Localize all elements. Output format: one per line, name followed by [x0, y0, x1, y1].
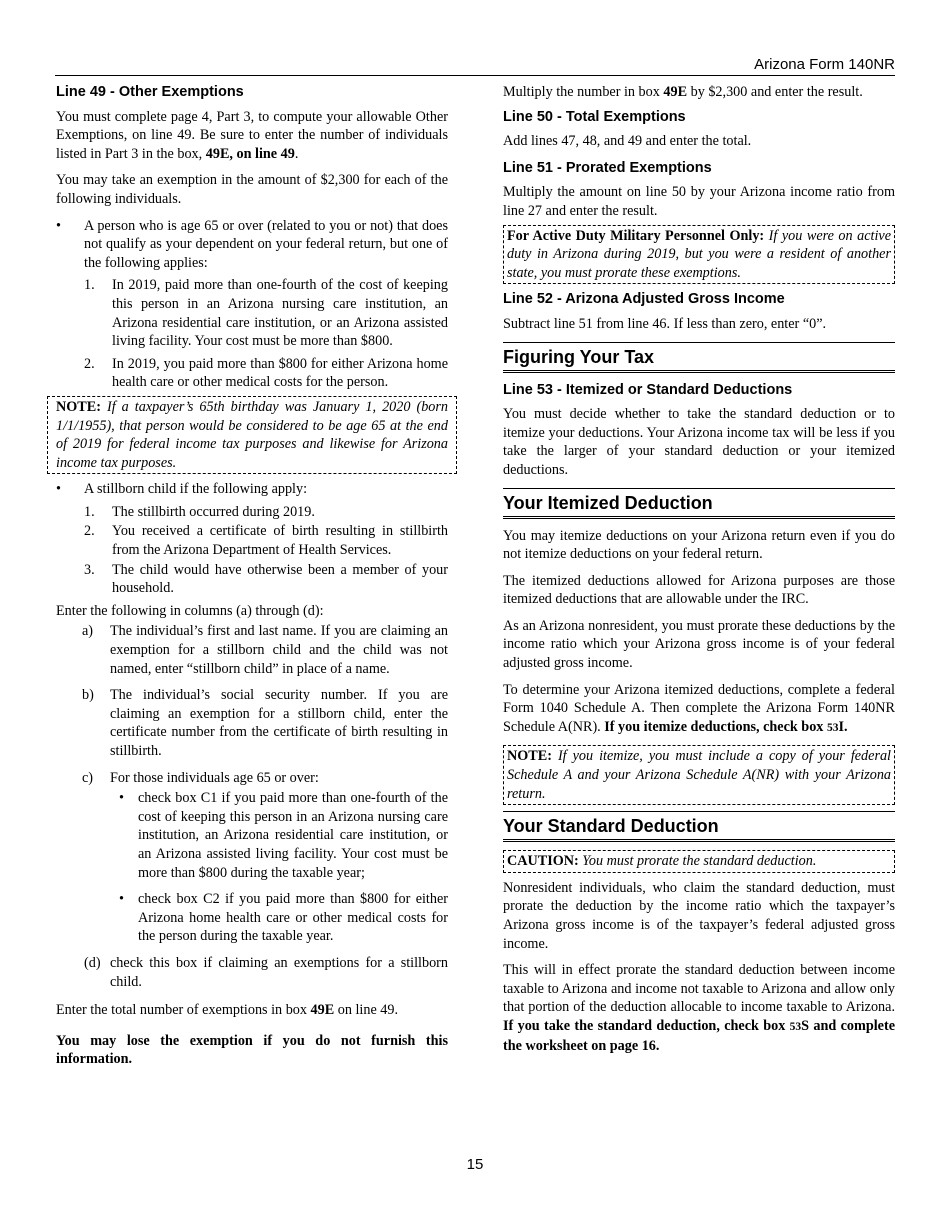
bullet-icon: • [56, 481, 61, 498]
page-number: 15 [466, 1156, 484, 1173]
military-note-box: For Active Duty Military Personnel Only: If you were on active duty in Arizona during 2019, but you were a resident of another state, you must prorate these exemptions. [503, 225, 895, 285]
itemize-note-box: NOTE: If you itemize, you must include a copy of your federal Schedule A and your Arizona Schedule A(NR) with your Arizona return. [503, 745, 895, 805]
itemized-paragraph-1: You may itemize deductions on your Arizona return even if you do not itemize deductions on your federal return. [503, 527, 895, 563]
checkbox-c2-item: • check box C2 if you paid more than $800 for either Arizona home health care or other medical costs for the person during the taxable year. [119, 891, 448, 945]
standard-paragraph-1: Nonresident individuals, who claim the standard deduction, must prorate the deduction by the income ratio which the taxpayer’s Arizona gross income is of the taxpayer’s federal adjusted gross income. [503, 879, 895, 952]
itemized-paragraph-4: To determine your Arizona itemized deductions, complete a federal Form 1040 Schedule A. Then complete the Arizona Form 140NR Schedule A(NR). If you itemize deductions, check box 53I. [503, 681, 895, 735]
lose-exemption-warning: You may lose the exemption if you do not furnish this information. [56, 1032, 448, 1068]
itemized-deduction-heading: Your Itemized Deduction [503, 492, 713, 513]
line51-text: Multiply the amount on line 50 by your Arizona income ratio from line 27 and enter the result. [503, 184, 895, 219]
column-a-item: a) The individual’s first and last name. If you are claiming an exemption for a stillborn child and the child was not named, enter “stillborn child” in place of a name. [82, 623, 448, 677]
list-item: 2. You received a certificate of birth resulting in stillbirth from the Arizona Department of Health Services. [84, 523, 448, 559]
line49-paragraph-2: You may take an exemption in the amount of $2,300 for each of the following individuals. [56, 172, 448, 207]
itemized-deduction-section [503, 488, 895, 519]
figuring-tax-heading: Figuring Your Tax [503, 346, 655, 367]
itemized-paragraph-3: As an Arizona nonresident, you must prorate these deductions by the income ratio which your Arizona gross income is of your federal adjusted gross income. [503, 617, 895, 672]
left-column [56, 83, 448, 1077]
bullet-icon: • [56, 217, 61, 234]
line50-text: Add lines 47, 48, and 49 and enter the total. [503, 133, 752, 150]
bullet-icon: • [119, 790, 124, 807]
list-item: 3. The child would have otherwise been a member of your household. [84, 561, 448, 597]
header-rule [55, 75, 895, 76]
line49-paragraph-1: You must complete page 4, Part 3, to compute your allowable Other Exemptions, on line 49. Be sure to enter the number of individuals listed in Part 3 in the box, 49E, on line 49. [56, 108, 448, 162]
line53-heading: Line 53 - Itemized or Standard Deductions [503, 381, 793, 398]
line52-heading: Line 52 - Arizona Adjusted Gross Income [503, 291, 785, 308]
right-column [503, 83, 895, 1063]
column-b-item: b) The individual’s social security number. If you are claiming an exemption for a stillborn child, enter the certificate number from the certificate of birth resulting in stillbirth. [82, 687, 448, 759]
enter-columns-intro: Enter the following in columns (a) through (d): [56, 602, 324, 619]
line52-text: Subtract line 51 from line 46. If less than zero, enter “0”. [503, 315, 827, 332]
line50-heading: Line 50 - Total Exemptions [503, 108, 686, 125]
column-d-item: (d) check this box if claiming an exemptions for a stillborn child. [84, 954, 448, 990]
figuring-tax-section [503, 342, 895, 373]
standard-deduction-heading: Your Standard Deduction [503, 816, 719, 837]
checkbox-c1-item: • check box C1 if you paid more than one-fourth of the cost of keeping this person in an Arizona nursing care institution, an Arizona residential care institution, or an Arizona assisted living facility. Your cost must be more than $800 during the taxable year; [119, 790, 448, 881]
list-item: 1. In 2019, paid more than one-fourth of the cost of keeping this person in an Arizona nursing care institution, an Arizona residential care institution, or an Arizona assisted living facility. Your cost must be more than $800. [84, 277, 448, 350]
multiply-instruction: Multiply the number in box 49E by $2,300 and enter the result. [503, 84, 863, 100]
itemized-paragraph-2: The itemized deductions allowed for Arizona purposes are those itemized deductions that are allowable under the IRC. [503, 572, 895, 608]
list-item: 2. In 2019, you paid more than $800 for either Arizona home health care or other medical costs for the person. [84, 355, 448, 391]
standard-paragraph-2: This will in effect prorate the standard deduction between income taxable to Arizona and income not taxable to Arizona and allow only that portion of the deduction allocable to income taxable to Arizona. If you take the standard deduction, check box 53S and complete the worksheet on page 16. [503, 962, 895, 1054]
line51-heading: Line 51 - Prorated Exemptions [503, 159, 712, 176]
caution-box: CAUTION: You must prorate the standard deduction. [503, 850, 895, 873]
line49-heading: Line 49 - Other Exemptions [56, 84, 244, 100]
total-exemptions-instruction: Enter the total number of exemptions in box 49E on line 49. [56, 1002, 399, 1019]
bullet-person-65: • A person who is age 65 or over (related to you or not) that does not qualify as your dependent on your federal return, but one of the following applies: [56, 217, 448, 271]
note-box-65th-birthday: NOTE: If a taxpayer’s 65th birthday was January 1, 2020 (born 1/1/1955), that person would be considered to be age 65 at the end of 2019 for federal income tax purposes and likewise for Arizona income tax purposes. [47, 396, 457, 474]
line53-text: You must decide whether to take the standard deduction or to itemize your deductions. Your Arizona income tax will be less if you take the larger of your standard deduction or your itemized deductions. [503, 406, 895, 478]
standard-deduction-section [503, 811, 895, 842]
bullet-stillborn: • A stillborn child if the following apply: [56, 481, 308, 498]
bullet-icon: • [119, 891, 124, 908]
list-item: 1. The stillbirth occurred during 2019. [84, 503, 315, 520]
column-c-item: c) For those individuals age 65 or over: [82, 769, 319, 786]
form-name-header: Arizona Form 140NR [754, 56, 895, 73]
